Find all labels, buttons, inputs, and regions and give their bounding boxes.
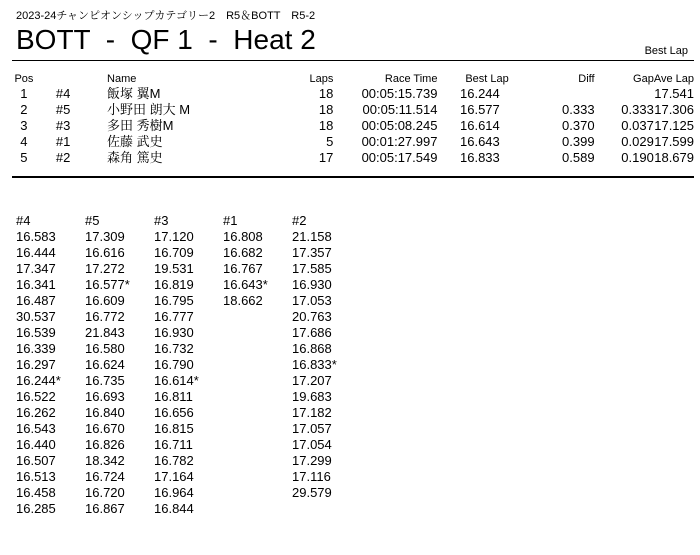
lap-time: 16.507: [16, 453, 56, 468]
lap-time: 16.790: [154, 357, 194, 372]
lap-time: 21.843: [85, 325, 125, 340]
lap-time: 16.609: [85, 293, 125, 308]
lap-time: 16.930: [154, 325, 194, 340]
lap-column: [223, 212, 268, 309]
lap-time: 16.819: [154, 277, 194, 292]
lap-time: 16.583: [16, 229, 56, 244]
row-number: #1: [55, 134, 71, 149]
lap-time: 16.577*: [85, 277, 130, 292]
row-pos: 3: [20, 118, 28, 133]
row-race-time: 00:05:11.514: [362, 102, 438, 117]
lap-time: 16.682: [223, 245, 263, 260]
lap-time: 16.767: [223, 261, 263, 276]
lap-time: 16.458: [16, 485, 56, 500]
lap-time: 16.840: [85, 405, 125, 420]
table-row: [12, 102, 694, 118]
lap-column-header: #5: [85, 213, 100, 228]
col-best-lap-header: Best Lap: [465, 73, 509, 85]
lap-time: 16.513: [16, 469, 56, 484]
lap-time: 16.670: [85, 421, 125, 436]
lap-time: 16.614*: [154, 373, 199, 388]
row-name: 小野田 朗大 M: [107, 102, 191, 117]
lap-time: 16.624: [85, 357, 125, 372]
row-name: 森角 篤史: [107, 150, 163, 165]
lap-time: 16.720: [85, 485, 125, 500]
bottom-divider: [12, 176, 694, 178]
row-ave-lap: 17.541: [654, 86, 694, 101]
lap-time: 30.537: [16, 309, 56, 324]
lap-time: 16.709: [154, 245, 194, 260]
lap-time: 16.580: [85, 341, 125, 356]
row-laps: 18: [318, 118, 334, 133]
col-diff-header: Diff: [578, 73, 595, 85]
row-best-lap: 16.244: [460, 86, 500, 101]
lap-time: 16.543: [16, 421, 56, 436]
lap-time: 16.724: [85, 469, 125, 484]
lap-time: 17.686: [292, 325, 332, 340]
lap-time: 16.782: [154, 453, 194, 468]
col-ave-lap-header: Ave Lap: [653, 73, 694, 85]
lap-time: 16.285: [16, 501, 56, 516]
lap-time: 21.158: [292, 229, 332, 244]
row-race-time: 00:05:17.549: [361, 150, 438, 165]
lap-time: 17.357: [292, 245, 332, 260]
lap-column: [154, 212, 199, 517]
lap-time: 16.964: [154, 485, 194, 500]
table-row: [12, 86, 694, 102]
row-gap: 0.190: [621, 150, 654, 165]
lap-time: 17.299: [292, 453, 332, 468]
row-number: #3: [55, 118, 71, 133]
lap-time: 16.735: [85, 373, 125, 388]
row-ave-lap: 17.599: [654, 134, 694, 149]
row-diff: [524, 86, 595, 102]
row-gap: [595, 86, 654, 102]
lap-time: 16.795: [154, 293, 194, 308]
row-best-lap: 16.833: [460, 150, 500, 165]
lap-time: 17.272: [85, 261, 125, 276]
row-diff: 0.370: [562, 118, 595, 133]
lap-time: 17.116: [292, 469, 331, 484]
lap-time: 16.297: [16, 357, 56, 372]
lap-column: [85, 212, 130, 517]
lap-time: 16.844: [154, 501, 194, 516]
lap-time: 19.683: [292, 389, 332, 404]
lap-time: 20.763: [292, 309, 332, 324]
page-title: BOTT - QF 1 - Heat 2: [16, 24, 316, 55]
lap-time: 16.811: [154, 389, 193, 404]
row-best-lap: 16.643: [460, 134, 500, 149]
row-gap: 0.037: [621, 118, 654, 133]
top-divider: [12, 60, 694, 61]
lap-time: 16.444: [16, 245, 56, 260]
row-name: 多田 秀樹M: [107, 118, 174, 133]
row-ave-lap: 17.125: [654, 118, 694, 133]
lap-time: 16.833*: [292, 357, 337, 372]
lap-time: 18.662: [223, 293, 263, 308]
lap-time: 17.207: [292, 373, 332, 388]
lap-column: [292, 212, 337, 501]
lap-time: 17.182: [292, 405, 332, 420]
lap-time: 16.339: [16, 341, 56, 356]
lap-time: 16.643*: [223, 277, 268, 292]
lap-time: 16.539: [16, 325, 56, 340]
col-number-header: [36, 72, 97, 86]
lap-column-header: #3: [154, 213, 169, 228]
table-row: [12, 134, 694, 150]
lap-time: 16.616: [85, 245, 125, 260]
lap-time: 16.732: [154, 341, 194, 356]
lap-time: 17.054: [292, 437, 332, 452]
lap-time: 19.531: [154, 261, 194, 276]
lap-time: 17.053: [292, 293, 332, 308]
row-best-lap: 16.614: [460, 118, 500, 133]
row-pos: 2: [20, 102, 28, 117]
row-pos: 1: [20, 86, 28, 101]
lap-time: 16.487: [16, 293, 56, 308]
row-laps: 18: [318, 102, 334, 117]
lap-time: 16.262: [16, 405, 56, 420]
lap-time: 16.522: [16, 389, 56, 404]
lap-time: 16.777: [154, 309, 194, 324]
row-gap: 0.333: [621, 102, 654, 117]
row-diff: 0.589: [562, 150, 595, 165]
lap-time: 17.057: [292, 421, 332, 436]
row-race-time: 00:05:08.245: [361, 118, 438, 133]
row-number: #2: [55, 150, 71, 165]
lap-time: 16.244*: [16, 373, 61, 388]
row-number: #4: [55, 86, 71, 101]
lap-column: [16, 212, 61, 517]
lap-time: 17.347: [16, 261, 56, 276]
lap-time: 18.342: [85, 453, 125, 468]
col-laps-header: Laps: [309, 73, 334, 85]
row-pos: 4: [20, 134, 28, 149]
event-subtitle: 2023-24チャンピオンシップカテゴリー2 R5＆BOTT R5-2: [16, 10, 316, 22]
row-ave-lap: 18.679: [654, 150, 694, 165]
lap-time: 17.309: [85, 229, 125, 244]
lap-time: 17.585: [292, 261, 332, 276]
table-row: [12, 118, 694, 134]
table-row: [12, 150, 694, 166]
lap-column-header: #2: [292, 213, 307, 228]
lap-time: 16.341: [16, 277, 56, 292]
row-race-time: 00:01:27.997: [361, 134, 438, 149]
lap-time: 16.868: [292, 341, 332, 356]
lap-time: 16.693: [85, 389, 125, 404]
row-diff: 0.333: [562, 102, 595, 117]
best-lap-caption: Best Lap: [644, 45, 688, 57]
lap-time: 16.772: [85, 309, 125, 324]
lap-column-header: #1: [223, 213, 238, 228]
lap-time: 17.164: [154, 469, 194, 484]
lap-time: 16.711: [154, 437, 193, 452]
row-laps: 17: [318, 150, 334, 165]
row-diff: 0.399: [562, 134, 595, 149]
col-pos-header: Pos: [14, 73, 34, 85]
row-laps: 18: [318, 86, 334, 101]
col-gap-header: Gap: [633, 73, 654, 85]
lap-time: 16.440: [16, 437, 56, 452]
col-name-header: Name: [107, 73, 137, 85]
results-header-row: [12, 72, 694, 86]
lap-time: 16.656: [154, 405, 194, 420]
row-laps: 5: [326, 134, 334, 149]
lap-time: 16.826: [85, 437, 125, 452]
lap-column-header: #4: [16, 213, 31, 228]
lap-time: 16.867: [85, 501, 125, 516]
lap-time: 16.808: [223, 229, 263, 244]
lap-time: 29.579: [292, 485, 332, 500]
row-pos: 5: [20, 150, 28, 165]
col-race-time-header: Race Time: [384, 73, 438, 85]
row-name: 佐藤 武史: [107, 134, 163, 149]
row-number: #5: [55, 102, 71, 117]
lap-time: 17.120: [154, 229, 194, 244]
results-table: [12, 72, 694, 166]
lap-time: 16.815: [154, 421, 194, 436]
row-name: 飯塚 翼M: [107, 86, 161, 101]
row-best-lap: 16.577: [460, 102, 500, 117]
lap-time: 16.930: [292, 277, 332, 292]
row-gap: 0.029: [621, 134, 654, 149]
row-ave-lap: 17.306: [654, 102, 694, 117]
row-race-time: 00:05:15.739: [361, 86, 438, 101]
